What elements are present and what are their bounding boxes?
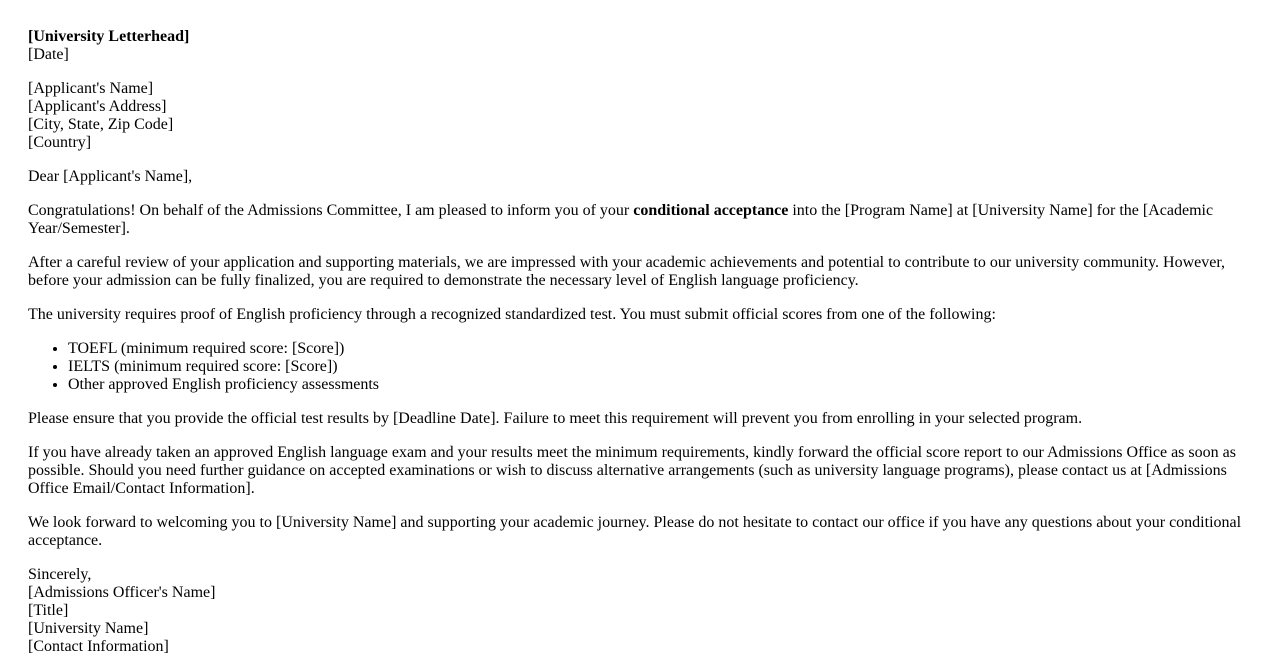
letter-header	[28, 28, 1250, 64]
conditional-acceptance-emphasis: conditional acceptance	[633, 202, 789, 219]
list-item-other: • Other approved English proficiency assessments	[68, 376, 1250, 394]
recipient-city: [City, State, Zip Code]	[28, 116, 174, 133]
paragraph-acceptance	[28, 202, 1250, 238]
officer-title: [Title]	[28, 602, 69, 619]
signature-university: [University Name]	[28, 620, 149, 637]
recipient-street: [Applicant's Address]	[28, 98, 167, 115]
signature-contact: [Contact Information]	[28, 638, 169, 655]
paragraph-requirement: The university requires proof of English proficiency through a recognized standardized test. You must submit official scores from one of the following:	[28, 306, 996, 323]
recipient-country: [Country]	[28, 134, 92, 151]
paragraph-forward-scores: If you have already taken an approved English language exam and your results meet the minimum requirements, kindly forward the official score report to our Admissions Office as soon as possible. Should you need further guidance on accepted examinations or wish to discuss alternative arrangements (such as university language programs), please contact us at [Admissions Office Email/Contact Information].	[28, 444, 1236, 497]
test-list	[28, 340, 1250, 394]
paragraph-review: After a careful review of your application and supporting materials, we are impressed with your academic achievements and potential to contribute to our university community. However, before your admission can be fully finalized, you are required to demonstrate the necessary level of English language proficiency.	[28, 254, 1226, 289]
recipient-name: [Applicant's Name]	[28, 80, 154, 97]
paragraph-deadline: Please ensure that you provide the official test results by [Deadline Date]. Failure to meet this requirement will prevent you from enrolling in your selected program.	[28, 410, 1083, 427]
list-item-toefl: • TOEFL (minimum required score: [Score])	[68, 340, 1250, 358]
letter-date: [Date]	[28, 46, 69, 63]
letter	[28, 28, 1250, 672]
list-item-ielts: • IELTS (minimum required score: [Score])	[68, 358, 1250, 376]
recipient-address	[28, 80, 1250, 152]
paragraph-acceptance-end: into the [Program Name] at [University Name] for the [Academic Year/Semester].	[28, 202, 1214, 237]
paragraph-welcome: We look forward to welcoming you to [University Name] and supporting your academic journey. Please do not hesitate to contact our office if you have any questions about your conditional acceptance.	[28, 514, 1242, 549]
paragraph-acceptance-start: Congratulations! On behalf of the Admissions Committee, I am pleased to inform you of your	[28, 202, 634, 219]
officer-name: [Admissions Officer's Name]	[28, 584, 216, 601]
letterhead: [University Letterhead]	[28, 28, 190, 45]
signature-block	[28, 566, 1250, 656]
signoff: Sincerely,	[28, 566, 92, 583]
salutation: Dear [Applicant's Name],	[28, 168, 193, 185]
